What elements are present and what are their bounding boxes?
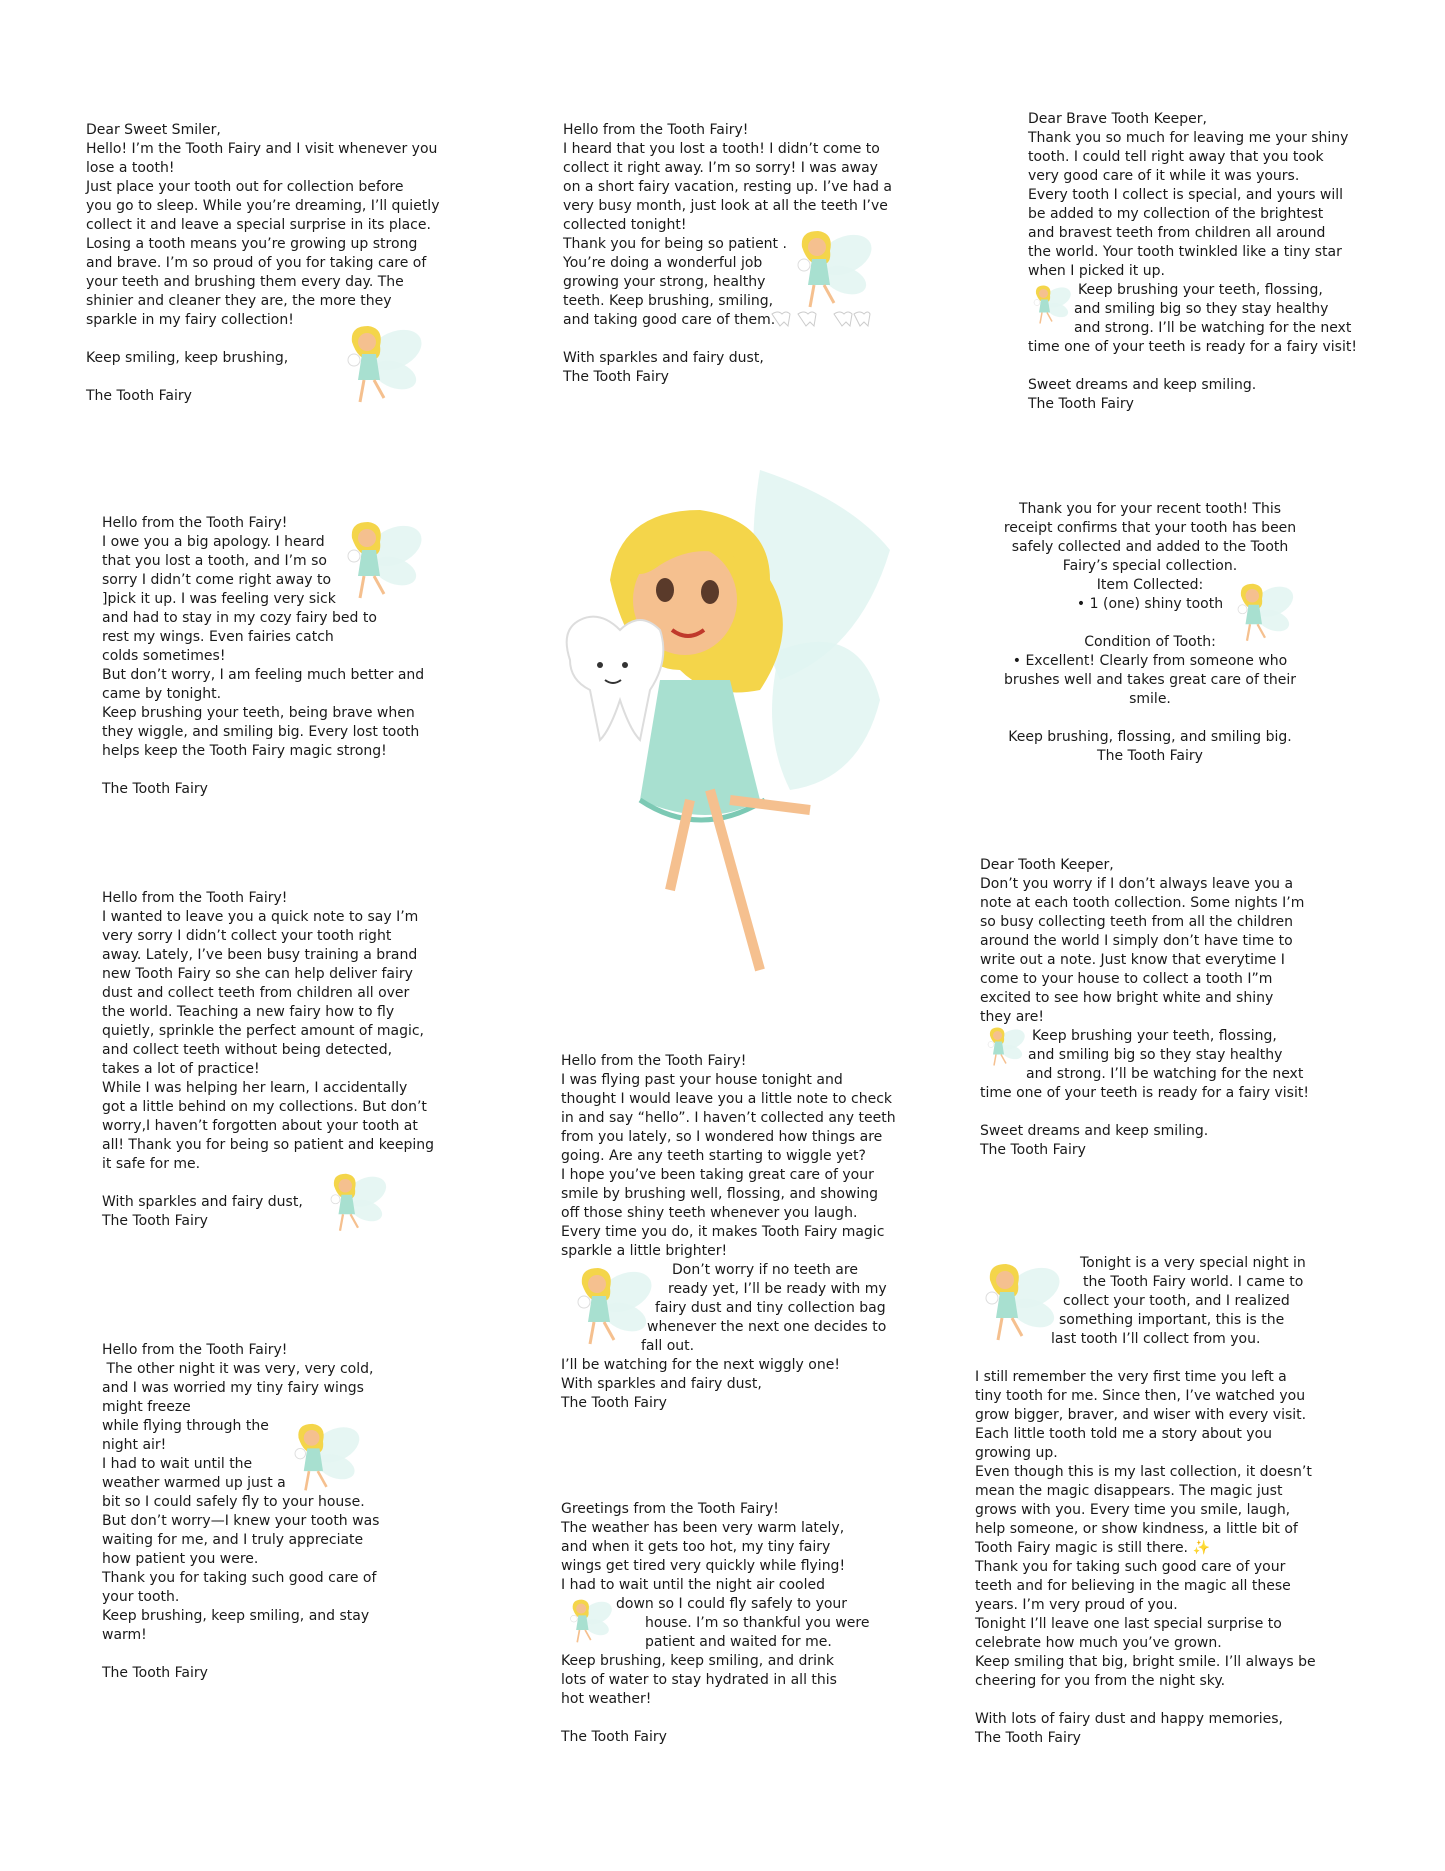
letter-line: mean the magic disappears. The magic just <box>975 1483 1283 1499</box>
letter-line: the Tooth Fairy world. I came to <box>1083 1274 1304 1290</box>
letter-line: ]pick it up. I was feeling very sick <box>102 591 336 607</box>
letter-7 <box>980 856 1309 1160</box>
letter-line: • Excellent! Clearly from someone who <box>1012 653 1288 669</box>
closing: Keep brushing, flossing, and smiling big. <box>1008 729 1292 745</box>
letter-line: note at each tooth collection. Some nights I’m <box>980 895 1305 911</box>
letter-line: I was flying past your house tonight and <box>561 1072 843 1088</box>
letter-line: and smiling big so they stay healthy <box>1028 1047 1283 1063</box>
letter-line: might freeze <box>102 1399 191 1415</box>
signature: The Tooth Fairy <box>1097 748 1203 764</box>
signature: The Tooth Fairy <box>102 781 208 797</box>
letter-line: got a little behind on my collections. But don’t <box>102 1099 427 1115</box>
letter-line: hot weather! <box>561 1691 652 1707</box>
signature: The Tooth Fairy <box>980 1142 1086 1158</box>
letter-line: help someone, or show kindness, a little bit of <box>975 1521 1298 1537</box>
letter-line: collect your tooth, and I realized <box>1063 1293 1290 1309</box>
letter-line: sorry I didn’t come right away to <box>102 572 332 588</box>
letter-line: time one of your teeth is ready for a fairy visit! <box>1028 339 1357 355</box>
letter-line: came by tonight. <box>102 686 222 702</box>
letter-line: house. I’m so thankful you were <box>645 1615 870 1631</box>
letter-line: patient and waited for me. <box>645 1634 832 1650</box>
letter-line: Keep brushing your teeth, flossing, <box>1078 282 1323 298</box>
letter-line: in and say “hello”. I haven’t collected any teeth <box>561 1110 896 1126</box>
letter-line: takes a lot of practice! <box>102 1061 260 1077</box>
letter-line: growing up. <box>975 1445 1058 1461</box>
greeting: Dear Tooth Keeper, <box>980 857 1114 873</box>
letter-line: Tonight I’ll leave one last special surprise to <box>975 1616 1282 1632</box>
fairy-icon <box>325 1168 385 1238</box>
letter-line: down so I could fly safely to your <box>616 1596 848 1612</box>
closing: Keep smiling, keep brushing, <box>86 350 289 366</box>
letter-line: time one of your teeth is ready for a fairy visit! <box>980 1085 1309 1101</box>
letter-line: going. Are any teeth starting to wiggle yet? <box>561 1148 866 1164</box>
letter-line: But don’t worry—I knew your tooth was <box>102 1513 380 1529</box>
closing: Sweet dreams and keep smiling. <box>980 1123 1209 1139</box>
letter-line: they are! <box>980 1009 1044 1025</box>
letter-line: Thank you for taking such good care of your <box>975 1559 1286 1575</box>
letter-line: Keep smiling that big, bright smile. I’ll always be <box>975 1654 1316 1670</box>
letter-line: they wiggle, and smiling big. Every lost tooth <box>102 724 420 740</box>
letter-line: Losing a tooth means you’re growing up strong <box>86 236 418 252</box>
fairy-icon <box>570 1262 650 1352</box>
letter-line: wings get tired very quickly while flying! <box>561 1558 846 1574</box>
signature: The Tooth Fairy <box>561 1729 667 1745</box>
closing: With sparkles and fairy dust, <box>563 350 764 366</box>
letter-line: ready yet, I’ll be ready with my <box>668 1281 887 1297</box>
letter-line: Tooth Fairy magic is still there. ✨ <box>975 1540 1210 1556</box>
greeting: Hello from the Tooth Fairy! <box>561 1053 747 1069</box>
letter-line: your tooth. <box>102 1589 180 1605</box>
letter-line: I owe you a big apology. I heard <box>102 534 325 550</box>
letter-line: and strong. I’ll be watching for the next <box>1026 1066 1304 1082</box>
letter-line: be added to my collection of the brightest <box>1028 206 1324 222</box>
letter-line: grow bigger, braver, and wiser with every visit. <box>975 1407 1307 1423</box>
letter-line: night air! <box>102 1437 167 1453</box>
letter-line: safely collected and added to the Tooth <box>1011 539 1289 555</box>
letter-line: Keep brushing your teeth, being brave when <box>102 705 415 721</box>
signature: The Tooth Fairy <box>975 1730 1081 1746</box>
letter-line: and smiling big so they stay healthy <box>1074 301 1329 317</box>
fairy-icon <box>1232 578 1292 648</box>
letter-line: Every time you do, it makes Tooth Fairy magic <box>561 1224 885 1240</box>
closing: Sweet dreams and keep smiling. <box>1028 377 1257 393</box>
letter-line: off those shiny teeth whenever you laugh. <box>561 1205 858 1221</box>
letter-line: While I was helping her learn, I accidentally <box>102 1080 408 1096</box>
letter-line: The weather has been very warm lately, <box>561 1520 845 1536</box>
tooth-icon <box>770 310 870 330</box>
letter-line: come to your house to collect a tooth I”m <box>980 971 1273 987</box>
fairy-holding-tooth-illustration <box>560 470 890 990</box>
letter-line: Just place your tooth out for collection before <box>86 179 404 195</box>
signature: The Tooth Fairy <box>102 1213 208 1229</box>
letter-line: The other night it was very, very cold, <box>102 1361 374 1377</box>
letter-line: Thank you for being so patient . <box>563 236 787 252</box>
letter-line: I had to wait until the <box>102 1456 253 1472</box>
letter-line: and when it gets too hot, my tiny fairy <box>561 1539 831 1555</box>
closing: With sparkles and fairy dust, <box>561 1376 762 1392</box>
letter-line: I still remember the very first time you left a <box>975 1369 1287 1385</box>
letter-line: brushes well and takes great care of their <box>1004 672 1296 688</box>
letter-line: and had to stay in my cozy fairy bed to <box>102 610 377 626</box>
greeting: Hello from the Tooth Fairy! <box>563 122 749 138</box>
fairy-icon <box>978 1258 1058 1348</box>
greeting: Hello from the Tooth Fairy! <box>102 1342 288 1358</box>
letter-line: bit so I could safely fly to your house. <box>102 1494 365 1510</box>
letter-line: Even though this is my last collection, it doesn’t <box>975 1464 1312 1480</box>
letter-line: so busy collecting teeth from all the children <box>980 914 1294 930</box>
letter-line: and brave. I’m so proud of you for taking care of <box>86 255 427 271</box>
letter-line: You’re doing a wonderful job <box>563 255 763 271</box>
letter-line: Thank you so much for leaving me your shiny <box>1028 130 1349 146</box>
signature: The Tooth Fairy <box>1028 396 1134 412</box>
letter-9 <box>102 1341 379 1683</box>
letter-line: smile. <box>1129 691 1171 707</box>
letter-line: fairy dust and tiny collection bag <box>655 1300 886 1316</box>
letter-line: Thank you for taking such good care of <box>102 1570 377 1586</box>
letter-line: excited to see how bright white and shiny <box>980 990 1274 1006</box>
letter-line: lose a tooth! <box>86 160 175 176</box>
letter-line: Don’t worry if no teeth are <box>672 1262 858 1278</box>
letter-line: collected tonight! <box>563 217 687 233</box>
signature: The Tooth Fairy <box>86 388 192 404</box>
letter-line: teeth. Keep brushing, smiling, <box>563 293 774 309</box>
letter-line: away. Lately, I’ve been busy training a brand <box>102 947 418 963</box>
letter-line: from you lately, so I wondered how things are <box>561 1129 883 1145</box>
letter-line: Don’t you worry if I don’t always leave you a <box>980 876 1294 892</box>
letter-line: and collect teeth without being detected, <box>102 1042 393 1058</box>
letter-line: weather warmed up just a <box>102 1475 286 1491</box>
closing: With lots of fairy dust and happy memories, <box>975 1711 1283 1727</box>
letter-line: Tonight is a very special night in <box>1080 1255 1306 1271</box>
letter-line: I wanted to leave you a quick note to say I’m <box>102 909 419 925</box>
letter-line: collect it right away. I’m so sorry! I was away <box>563 160 878 176</box>
letter-line: when I picked it up. <box>1028 263 1165 279</box>
letter-line: worry,I haven’t forgotten about your tooth at <box>102 1118 418 1134</box>
letter-line: • 1 (one) shiny tooth <box>1076 596 1224 612</box>
letter-3 <box>1028 110 1357 414</box>
letter-line: very good care of it while it was yours. <box>1028 168 1300 184</box>
letter-line: and taking good care of them. <box>563 312 776 328</box>
greeting: Hello from the Tooth Fairy! <box>102 515 288 531</box>
letter-line: very sorry I didn’t collect your tooth right <box>102 928 392 944</box>
letter-8 <box>561 1052 896 1413</box>
letter-line: write out a note. Just know that everytime I <box>980 952 1285 968</box>
fairy-icon <box>288 1418 358 1498</box>
letter-line: Item Collected: <box>1096 577 1204 593</box>
letter-line: teeth and for believing in the magic all these <box>975 1578 1291 1594</box>
letter-line: I’ll be watching for the next wiggly one! <box>561 1357 840 1373</box>
letter-line: warm! <box>102 1627 147 1643</box>
letter-line: on a short fairy vacation, resting up. I’ve had a <box>563 179 892 195</box>
letter-line: Keep brushing, keep smiling, and drink <box>561 1653 835 1669</box>
fairy-icon <box>790 225 870 315</box>
letter-line: fall out. <box>641 1338 695 1354</box>
letter-line: I had to wait until the night air cooled <box>561 1577 825 1593</box>
letter-line: tiny tooth for me. Since then, I’ve watched you <box>975 1388 1306 1404</box>
greeting: Greetings from the Tooth Fairy! <box>561 1501 779 1517</box>
letter-line: your teeth and brushing them every day. The <box>86 274 404 290</box>
letter-line: cheering for you from the night sky. <box>975 1673 1226 1689</box>
letter-line: how patient you were. <box>102 1551 259 1567</box>
letter-line: waiting for me, and I truly appreciate <box>102 1532 364 1548</box>
letter-line: and I was worried my tiny fairy wings <box>102 1380 364 1396</box>
letter-line: I hope you’ve been taking great care of your <box>561 1167 874 1183</box>
letter-line: the world. Teaching a new fairy how to fly <box>102 1004 395 1020</box>
letter-line: while flying through the <box>102 1418 269 1434</box>
letter-line: receipt confirms that your tooth has been <box>1003 520 1297 536</box>
letter-line: quietly, sprinkle the perfect amount of magic, <box>102 1023 424 1039</box>
letter-line: Thank you for your recent tooth! This <box>1018 501 1282 517</box>
fairy-icon <box>984 1022 1024 1072</box>
letter-line: that you lost a tooth, and I’m so <box>102 553 327 569</box>
letter-line: whenever the next one decides to <box>647 1319 887 1335</box>
letter-line: dust and collect teeth from children all over <box>102 985 410 1001</box>
letter-line: thought I would leave you a little note to check <box>561 1091 893 1107</box>
fairy-icon <box>340 320 420 410</box>
letter-line: something important, this is the <box>1059 1312 1285 1328</box>
signature: The Tooth Fairy <box>102 1665 208 1681</box>
letter-line: Keep brushing your teeth, flossing, <box>1032 1028 1277 1044</box>
letter-line: Every tooth I collect is special, and yours will <box>1028 187 1344 203</box>
letter-line: and bravest teeth from children all around <box>1028 225 1326 241</box>
letter-line: sparkle a little brighter! <box>561 1243 728 1259</box>
letter-line: colds sometimes! <box>102 648 226 664</box>
closing: With sparkles and fairy dust, <box>102 1194 303 1210</box>
letter-line: it safe for me. <box>102 1156 201 1172</box>
letter-line: Fairy’s special collection. <box>1062 558 1238 574</box>
letter-line: sparkle in my fairy collection! <box>86 312 294 328</box>
letter-line: lots of water to stay hydrated in all this <box>561 1672 837 1688</box>
letter-line: celebrate how much you’ve grown. <box>975 1635 1222 1651</box>
letter-line: new Tooth Fairy so she can help deliver fairy <box>102 966 413 982</box>
letter-line: shinier and cleaner they are, the more they <box>86 293 392 309</box>
letter-line: Condition of Tooth: <box>1084 634 1216 650</box>
fairy-icon <box>1030 280 1070 330</box>
letter-line: you go to sleep. While you’re dreaming, I’ll quietly <box>86 198 440 214</box>
letter-line: Hello! I’m the Tooth Fairy and I visit whenever you <box>86 141 438 157</box>
letter-line: growing your strong, healthy <box>563 274 766 290</box>
signature: The Tooth Fairy <box>561 1395 667 1411</box>
greeting: Hello from the Tooth Fairy! <box>102 890 288 906</box>
fairy-icon <box>566 1594 611 1649</box>
letter-line: tooth. I could tell right away that you took <box>1028 149 1324 165</box>
letter-line: last tooth I’ll collect from you. <box>1051 1331 1261 1347</box>
letter-line: Keep brushing, keep smiling, and stay <box>102 1608 370 1624</box>
letter-line: collect it and leave a special surprise in its place. <box>86 217 431 233</box>
letter-line: I heard that you lost a tooth! I didn’t come to <box>563 141 880 157</box>
letter-line: around the world I simply don’t have time to <box>980 933 1293 949</box>
letter-line: Each little tooth told me a story about you <box>975 1426 1273 1442</box>
letter-line: all! Thank you for being so patient and keeping <box>102 1137 435 1153</box>
greeting: Dear Sweet Smiler, <box>86 122 221 138</box>
letter-line: and strong. I’ll be watching for the next <box>1074 320 1352 336</box>
signature: The Tooth Fairy <box>563 369 669 385</box>
letter-line: very busy month, just look at all the teeth I’ve <box>563 198 888 214</box>
letter-line: grows with you. Every time you smile, laugh, <box>975 1502 1291 1518</box>
letter-line: smile by brushing well, flossing, and showing <box>561 1186 879 1202</box>
letter-line: years. I’m very proud of you. <box>975 1597 1178 1613</box>
letter-line: helps keep the Tooth Fairy magic strong! <box>102 743 387 759</box>
fairy-icon <box>340 516 420 606</box>
letter-line: the world. Your tooth twinkled like a tiny star <box>1028 244 1342 260</box>
letter-line: rest my wings. Even fairies catch <box>102 629 334 645</box>
greeting: Dear Brave Tooth Keeper, <box>1028 111 1207 127</box>
letter-line: But don’t worry, I am feeling much better and <box>102 667 425 683</box>
